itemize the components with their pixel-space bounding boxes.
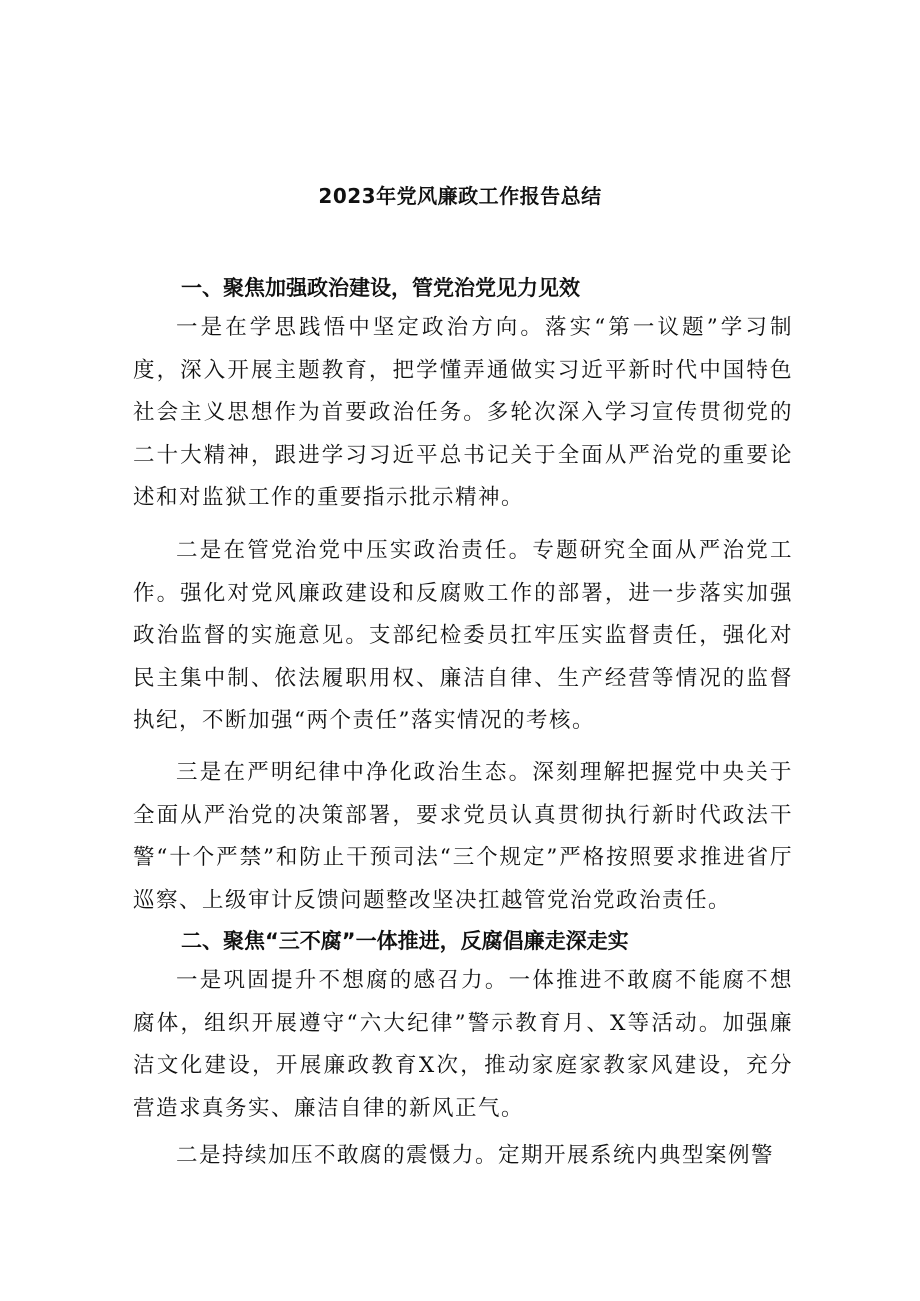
section-heading: 二、聚焦“三不腐”一体推进，反腐倡廉走深走实 [181, 929, 629, 953]
paragraph: 二是持续加压不敢腐的震慑力。定期开展系统内典型案例警 [176, 1143, 775, 1168]
paragraph: 一是巩固提升不想腐的感召力。一体推进不敢腐不能腐不想腐体，组织开展遵守“六大纪律”警示教育月、X等活动。加强廉洁文化建设，开展廉政教育X次，推动家庭家教家风建设，充分营造求真务实、廉洁自律的新风正气。 [133, 968, 793, 1121]
paragraph: 三是在严明纪律中净化政治生态。深刻理解把握党中央关于全面从严治党的决策部署，要求党员认真贯彻执行新时代政法干警“十个严禁”和防止干预司法“三个规定”严格按照要求推进省厅巡察、上级审计反馈问题整改坚决扛越管党治党政治责任。 [133, 760, 793, 913]
paragraph: 一是在学思践悟中坚定政治方向。落实“第一议题”学习制度，深入开展主题教育，把学懂弄通做实习近平新时代中国特色社会主义思想作为首要政治任务。多轮次深入学习宣传贯彻党的二十大精神，跟进学习习近平总书记关于全面从严治党的重要论述和对监狱工作的重要指示批示精神。 [133, 315, 793, 510]
section-heading: 一、聚焦加强政治建设，管党治党见力见效 [181, 276, 580, 300]
paragraph: 二是在管党治党中压实政治责任。专题研究全面从严治党工作。强化对党风廉政建设和反腐败工作的部署，进一步落实加强政治监督的实施意见。支部纪检委员扛牢压实监督责任，强化对民主集中制、依法履职用权、廉洁自律、生产经营等情况的监督执纪，不断加强“两个责任”落实情况的考核。 [133, 538, 793, 733]
document-title: 2023年党风廉政工作报告总结 [318, 184, 602, 208]
